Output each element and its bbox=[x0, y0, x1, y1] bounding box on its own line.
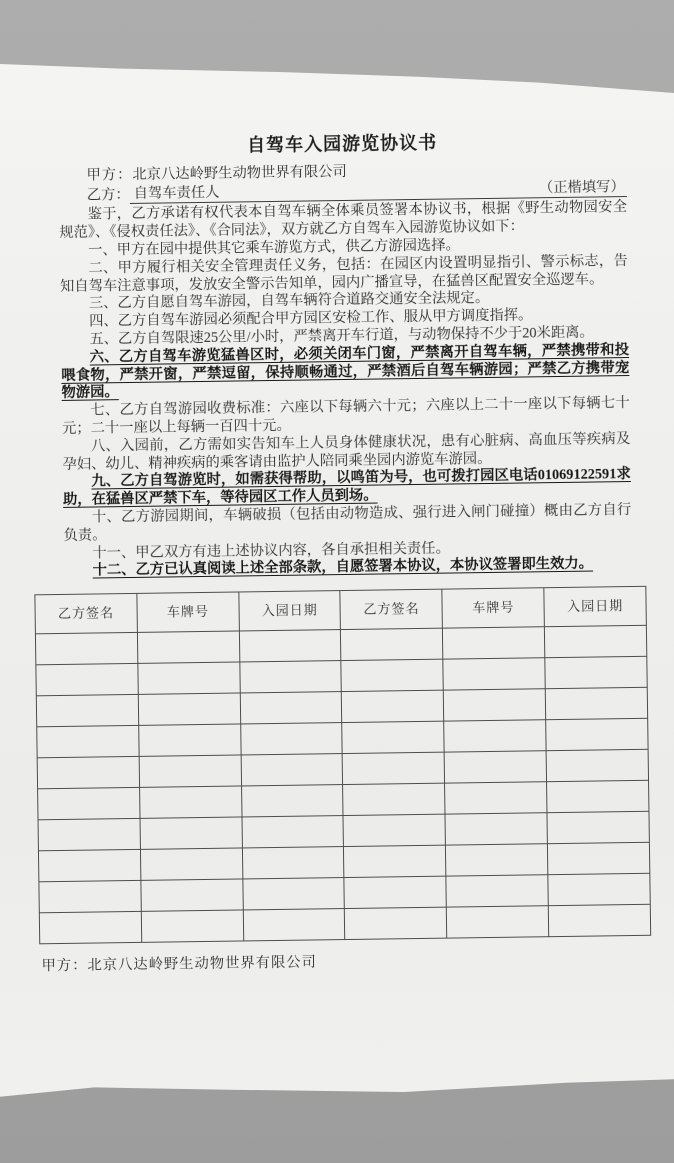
signature-table-cell bbox=[138, 662, 240, 694]
signature-table-cell bbox=[37, 757, 139, 789]
signature-table-cell bbox=[36, 664, 138, 696]
signature-table-cell bbox=[239, 661, 341, 693]
clause-5: 五、乙方自驾限速25公里/小时，严禁离开车行道，与动物保持不少于20米距离。 bbox=[89, 324, 594, 348]
col-header-party-b-signature-2: 乙方签名 bbox=[340, 589, 442, 629]
signature-table-cell bbox=[139, 724, 241, 756]
clause-11: 十一、甲乙双方有违上述协议内容，各自承担相关责任。 bbox=[92, 540, 450, 562]
signature-table-body bbox=[35, 625, 650, 944]
col-header-entry-date-2: 入园日期 bbox=[544, 586, 646, 626]
document-title: 自驾车入园游览协议书 bbox=[246, 132, 438, 156]
clause-7: 七、乙方自驾游园收费标准：六座以下每辆六十元；六座以上二十一座以下每辆七十元；二十一座以上每辆一百四十元。 bbox=[61, 395, 630, 437]
col-header-plate-number-2: 车牌号 bbox=[442, 588, 544, 628]
signature-table-cell bbox=[341, 628, 443, 660]
signature-table-cell bbox=[545, 625, 647, 657]
signature-table-cell bbox=[140, 848, 242, 880]
party-b-label: 乙方： bbox=[86, 186, 130, 204]
clause-3: 三、乙方自愿自驾车游园，自驾车辆符合道路交通安全法规定。 bbox=[88, 290, 490, 312]
clause-12: 十二、乙方已认真阅读上述全部条款，自愿签署本协议，本协议签署即生效力。 bbox=[92, 555, 594, 579]
party-a-value: 北京八达岭野生动物世界有限公司 bbox=[132, 163, 347, 183]
signature-table-cell bbox=[444, 751, 546, 783]
signature-table-cell bbox=[242, 816, 344, 848]
party-b-note: （正楷填写） bbox=[537, 179, 627, 199]
clause-6: 六、乙方自驾车游览猛兽区时，必须关闭车门窗，严禁离开自驾车辆，严禁携带和投喂食物，严禁开窗，严禁逗留，保持顺畅通过，严禁酒后自驾车辆游园；严禁乙方携带宠物游园。 bbox=[61, 341, 630, 402]
clause-10: 十、乙方游园期间，车辆破损（包括由动物造成、强行进入闸门碰撞）概由乙方自行负责。 bbox=[63, 501, 632, 544]
signature-table-cell bbox=[141, 879, 243, 911]
clause-8: 八、入园前，乙方需如实告知车上人员身体健康状况，患有心脏病、高血压等疾病及孕妇、幼儿、精神疾病的乘客请由监护人陪同乘坐园内游览车游园。 bbox=[62, 430, 631, 473]
signature-table-cell bbox=[39, 881, 141, 913]
signature-table-cell bbox=[443, 658, 545, 690]
signature-table-cell bbox=[141, 910, 243, 942]
signature-table-cell bbox=[240, 692, 342, 724]
preamble: 鉴于，乙方承诺有权代表本自驾车辆全体乘员签署本协议书，根据《野生动物园安全规范》、《侵权责任法》、《合同法》，双方就乙方自驾车入园游览协议如下： bbox=[59, 199, 628, 242]
signature-table-cell bbox=[38, 850, 140, 882]
footer-party-a-label: 甲方： bbox=[41, 957, 88, 975]
footer-party-a-value: 北京八达岭野生动物世界有限公司 bbox=[87, 954, 317, 974]
col-header-plate-number-1: 车牌号 bbox=[137, 592, 239, 632]
signature-table-cell bbox=[35, 633, 137, 665]
signature-table-cell bbox=[139, 755, 241, 787]
signature-table-cell bbox=[140, 817, 242, 849]
signature-table-cell bbox=[546, 749, 648, 781]
signature-table-cell bbox=[239, 630, 341, 662]
clause-4: 四、乙方自驾车游园必须配合甲方园区安检工作、服从甲方调度指挥。 bbox=[89, 307, 533, 330]
signature-table-cell bbox=[344, 845, 446, 877]
signature-table-cell bbox=[243, 909, 345, 941]
signature-table-cell bbox=[242, 847, 344, 879]
signature-table-cell bbox=[342, 721, 444, 753]
signature-table-cell bbox=[548, 873, 650, 905]
signature-table-cell bbox=[345, 907, 447, 939]
signature-table-cell bbox=[139, 786, 241, 818]
clause-9: 九、乙方自驾游览时，如需获得帮助，以鸣笛为号，也可拨打园区电话01069122591求助，在猛兽区严禁下车，等待园区工作人员到场。 bbox=[62, 466, 631, 509]
clause-2: 二、甲方履行相关安全管理责任义务，包括：在园区内设置明显指引、警示标志，告知自驾车注意事项，发放安全警示告知单，园内广播宣导，在猛兽区配置安全巡逻车。 bbox=[59, 252, 628, 295]
signature-table-cell bbox=[545, 687, 647, 719]
signature-table-cell bbox=[343, 814, 445, 846]
signature-table-cell bbox=[38, 788, 140, 820]
signature-table-cell bbox=[444, 720, 546, 752]
signature-table-cell bbox=[138, 693, 240, 725]
signature-table-cell bbox=[241, 785, 343, 817]
party-b-fill-in: 自驾车责任人 bbox=[130, 180, 538, 204]
signature-table-cell bbox=[548, 904, 650, 936]
signature-table-cell bbox=[547, 811, 649, 843]
signature-table-cell bbox=[243, 878, 345, 910]
agreement-document bbox=[41, 132, 638, 976]
signature-table-cell bbox=[547, 780, 649, 812]
signature-table-cell bbox=[343, 752, 445, 784]
signature-table-cell bbox=[343, 783, 445, 815]
signature-table-cell bbox=[36, 695, 138, 727]
signature-table-cell bbox=[443, 627, 545, 659]
signature-table-cell bbox=[137, 631, 239, 663]
signature-table-cell bbox=[341, 659, 443, 691]
signature-table-cell bbox=[240, 723, 342, 755]
signature-table-cell bbox=[37, 726, 139, 758]
signature-table bbox=[34, 586, 651, 945]
col-header-entry-date-1: 入园日期 bbox=[239, 591, 341, 631]
signature-table-cell bbox=[241, 754, 343, 786]
party-a-label: 甲方： bbox=[86, 166, 133, 184]
signature-table-cell bbox=[546, 718, 648, 750]
clause-1: 一、甲方在园中提供其它乘车游览方式，供乙方游园选择。 bbox=[88, 237, 460, 259]
signature-table-cell bbox=[446, 875, 548, 907]
signature-table-cell bbox=[548, 842, 650, 874]
signature-table-cell bbox=[342, 690, 444, 722]
signature-table-cell bbox=[545, 656, 647, 688]
signature-table-cell bbox=[39, 912, 141, 944]
signature-table-cell bbox=[447, 906, 549, 938]
signature-table-cell bbox=[445, 782, 547, 814]
col-header-party-b-signature-1: 乙方签名 bbox=[35, 594, 137, 634]
signature-table-cell bbox=[444, 689, 546, 721]
signature-table-cell bbox=[38, 819, 140, 851]
signature-table-cell bbox=[344, 876, 446, 908]
signature-table-cell bbox=[446, 844, 548, 876]
signature-table-cell bbox=[445, 813, 547, 845]
